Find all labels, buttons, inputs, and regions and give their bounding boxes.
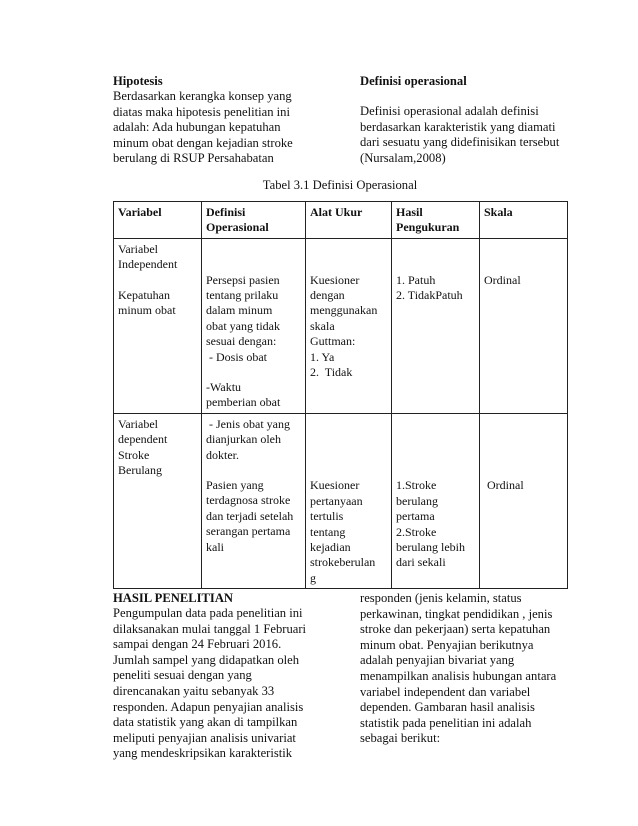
definisi-title: Definisi operasional: [360, 74, 467, 88]
header-skala: Skala: [480, 202, 568, 239]
hasil-title: HASIL PENELITIAN: [113, 591, 234, 605]
cell-hasil: 1.Stroke berulang pertama 2.Stroke berulang lebih dari sekali: [392, 413, 480, 588]
header-definisi: Definisi Operasional: [202, 202, 306, 239]
cell-alat-ukur: Kuesioner dengan menggunakan skala Guttman: 1. Ya 2. Tidak: [306, 238, 392, 413]
cell-definisi: - Jenis obat yang dianjurkan oleh dokter. Pasien yang terdagnosa stroke dan terjadi setelah serangan pertama kali: [202, 413, 306, 588]
cell-variabel: Variabel Independent Kepatuhan minum obat: [114, 238, 202, 413]
definisi-paragraph: Definisi operasional adalah definisi berdasarkan karakteristik yang diamati dari sesuatu yang didefinisikan tersebut (Nursalam,2008): [360, 104, 560, 165]
hasil-right-paragraph: responden (jenis kelamin, status perkawinan, tingkat pendidikan , jenis stroke dan pekerjaan) serta kepatuhan minum obat. Penyajian berikutnya adalah penyajian bivariat yang menampilkan analisis hubungan antara variabel independent dan variabel dependen. Gambaran hasil analisis statistik pada penelitian ini adalah sebagai berikut:: [360, 591, 557, 746]
definisi-operasional-table: [113, 201, 568, 589]
cell-alat-ukur: Kuesioner pertanyaan tertulis tentang kejadian strokeberulan g: [306, 413, 392, 588]
header-variabel: Variabel: [114, 202, 202, 239]
header-hasil: Hasil Pengukuran: [392, 202, 480, 239]
table-header-row: [114, 202, 568, 239]
hipotesis-title: Hipotesis: [113, 74, 163, 88]
cell-hasil: 1. Patuh 2. TidakPatuh: [392, 238, 480, 413]
table-row: [114, 238, 568, 413]
cell-definisi: Persepsi pasien tentang prilaku dalam minum obat yang tidak sesuai dengan: - Dosis obat -Waktu pemberian obat: [202, 238, 306, 413]
table-row: [114, 413, 568, 588]
table-caption: Tabel 3.1 Definisi Operasional: [262, 178, 418, 192]
header-alat-ukur: Alat Ukur: [306, 202, 392, 239]
cell-skala: Ordinal: [480, 413, 568, 588]
cell-skala: Ordinal: [480, 238, 568, 413]
cell-variabel: Variabel dependent Stroke Berulang: [114, 413, 202, 588]
hipotesis-paragraph: Berdasarkan kerangka konsep yang diatas maka hipotesis penelitian ini adalah: Ada hubungan kepatuhan minum obat dengan kejadian stroke berulang di RSUP Persahabatan: [113, 89, 293, 166]
hasil-left-paragraph: Pengumpulan data pada penelitian ini dilaksanakan mulai tanggal 1 Februari sampai dengan 24 Februari 2016. Jumlah sampel yang didapatkan oleh peneliti sesuai dengan yang direncanakan yaitu sebanyak 33 responden. Adapun penyajian analisis data statistik yang akan di tampilkan meliputi penyajian analisis univariat yang mendeskripsikan karakteristik: [113, 606, 307, 761]
